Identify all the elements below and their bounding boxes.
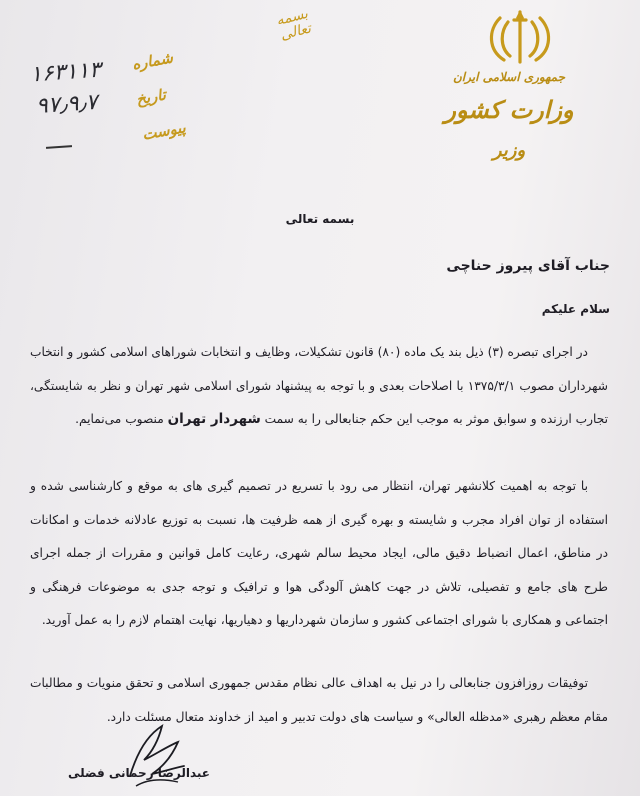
letter-date: ۹۷٫۹٫۷ xyxy=(35,89,99,120)
minister-title: وزیر xyxy=(492,140,526,161)
handwritten-signature xyxy=(122,716,192,796)
paragraph-appointment-part-a: در اجرای تبصره (۳) ذیل بند یک ماده (۸۰) قانون تشکیلات، وظایف و انتخابات شوراهای اسلامی کشور و انتخاب شهرداران مصوب ۱۳۷۵/۳/۱ با اصلاحات بعدی و با توجه به پیشنهاد شورای اسلامی شهر تهران و نظر به شایستگی، تجارب ارزنده و سوابق موثر به موجب این حکم جنابعالی را به سمت xyxy=(30,345,608,426)
letter-heading: بسمه تعالی xyxy=(285,212,355,226)
signatory-name: عبدالرضا رحمانی فضلی xyxy=(67,766,210,780)
attachment-dash xyxy=(46,145,72,149)
paragraph-appointment xyxy=(30,336,608,437)
date-label: تاریخ xyxy=(134,85,168,109)
greeting: سلام علیکم xyxy=(541,302,610,316)
ministry-title: وزارت کشور xyxy=(444,95,574,124)
republic-title: جمهوری اسلامی ایران xyxy=(452,70,566,84)
calligraphic-mark: بسمه تعالی xyxy=(274,5,313,44)
paragraph-appointment-part-b: منصوب می‌نمایم. xyxy=(75,412,164,426)
iran-emblem-icon xyxy=(470,8,570,68)
position-title: شهردار تهران xyxy=(167,411,261,427)
letter-meta xyxy=(28,48,228,162)
recipient: جناب آقای پیروز حناچی xyxy=(446,258,610,274)
paragraph-closing: توفیقات روزافزون جنابعالی را در نیل به اهداف عالی نظام مقدس جمهوری اسلامی و تحقق منویات و مطالبات مقام معظم رهبری «مدظله العالی» و سیاست های دولت تدبیر و امید از خداوند متعال مسئلت دارد. xyxy=(30,676,608,724)
attachment-label: پیوست xyxy=(140,118,187,144)
paragraph-expectations: با توجه به اهمیت کلانشهر تهران، انتظار می رود با تسریع در تصمیم گیری های به موقع و کارشناسی شده و استفاده از توان افراد مجرب و شایسته و بهره گیری از همه ظرفیت ها، نسبت به توزیع عادلانه خدمات و امکانات در مناطق، اعمال انضباط دقیق مالی، ایجاد محیط سالم شهری، رعایت کامل قوانین و مقررات از جمله اجرای طرح های جامع و تفصیلی، تلاش در جهت کاهش آلودگی هوا و ترافیک و توجه جدی به موضوعات فرهنگی و اجتماعی و همکاری با شورای اجتماعی کشور و سازمان شهرداریها و دهیاریها، نهایت اهتمام لازم را به عمل آورید. xyxy=(30,479,608,627)
number-label: شماره xyxy=(130,48,175,74)
letter-number: ۱۶۳۱۱۳ xyxy=(29,57,102,88)
